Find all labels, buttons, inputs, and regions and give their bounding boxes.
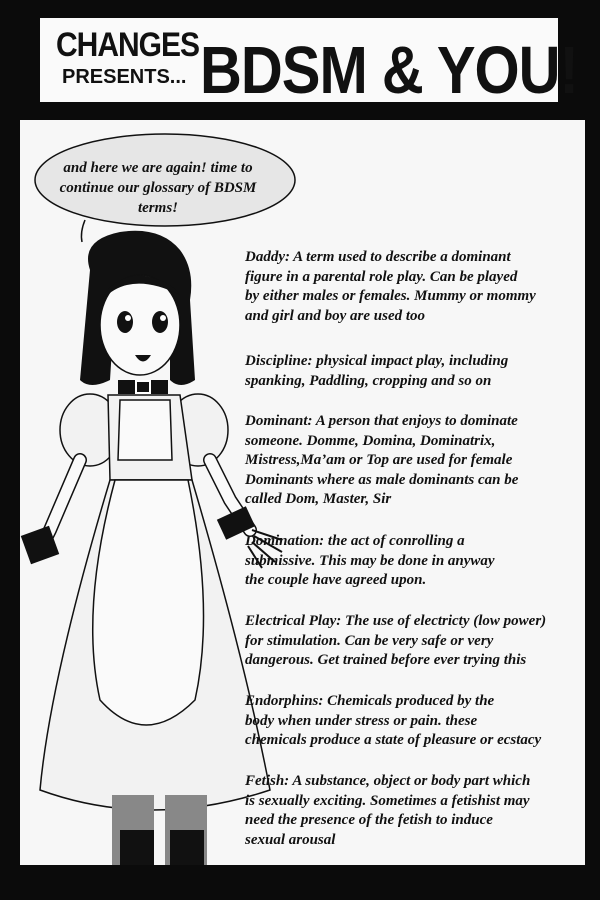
glossary-entry-fetish: Fetish: A substance, object or body part which is sexually exciting. Sometimes a fetishist may need the presence of the fetish to induce sexual arousal xyxy=(245,773,531,848)
presents-label: PRESENTS... xyxy=(62,66,187,88)
brand-name: CHANGES xyxy=(56,26,200,64)
glossary-entry-electrical-play: Electrical Play: The use of electricty (low power) for stimulation. Can be very safe or very dangerous. Get trained before ever trying this xyxy=(245,613,547,668)
glossary-entry-daddy: Daddy: A term used to describe a dominant figure in a parental role play. Can be played by either males or females. Mummy or mommy and girl and boy are used too xyxy=(245,249,536,324)
title-banner xyxy=(40,18,578,108)
glossary-entry-dominant: Dominant: A person that enjoys to dominate someone. Domme, Domina, Dominatrix, Mistress,Ma’am or Top are used for female Dominants where as male dominants can be called Dom, Master, Sir xyxy=(245,413,519,507)
page-title: BDSM & YOU! xyxy=(200,33,578,108)
comic-panel xyxy=(20,120,585,865)
glossary-entry-discipline: Discipline: physical impact play, including spanking, Paddling, cropping and so on xyxy=(245,353,509,389)
glossary-entry-endorphins: Endorphins: Chemicals produced by the body when under stress or pain. these chemicals produce a state of pleasure or ecstacy xyxy=(245,693,542,748)
speech-bubble-text: and here we are again! time to continue our glossary of BDSM terms! xyxy=(59,160,257,216)
glossary-entry-domination: Domination: the act of conrolling a submissive. This may be done in anyway the couple have agreed upon. xyxy=(245,533,495,588)
